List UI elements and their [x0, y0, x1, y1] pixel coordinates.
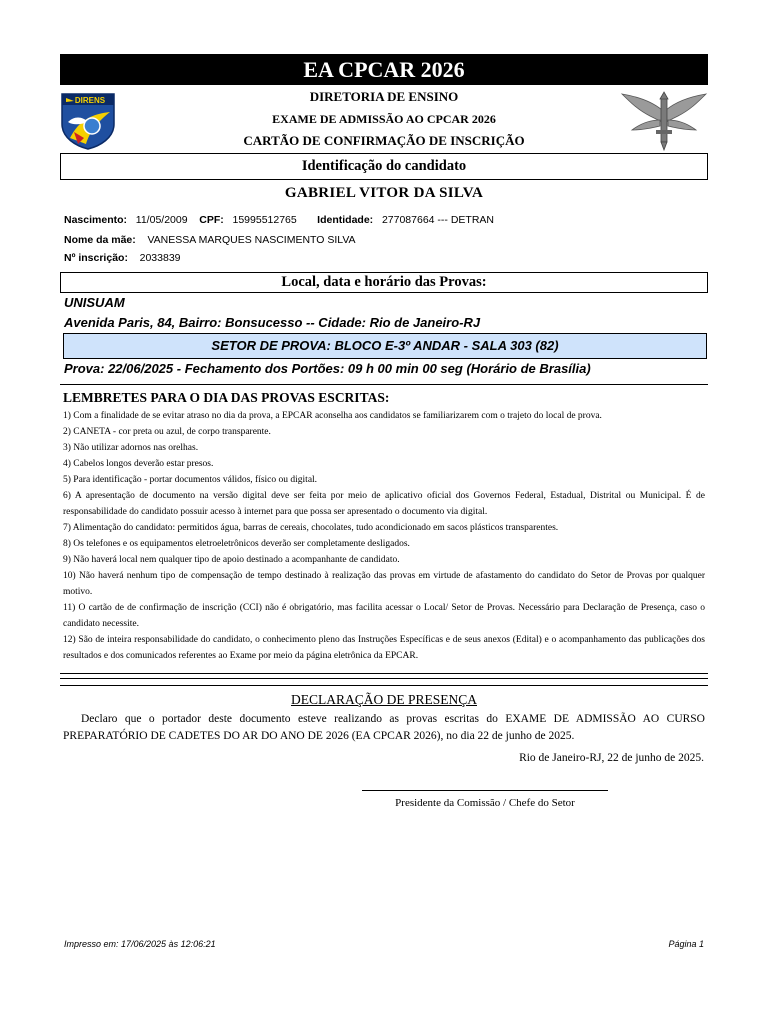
divider: [60, 678, 708, 679]
id-label: Identidade:: [317, 214, 374, 226]
institution-address: Avenida Paris, 84, Bairro: Bonsucesso -- Cidade: Rio de Janeiro-RJ: [64, 315, 481, 330]
header-line-2: EXAME DE ADMISSÃO AO CPCAR 2026: [272, 112, 496, 126]
svg-text:DIRENS: DIRENS: [74, 96, 106, 105]
reminder-item: 4) Cabelos longos deverão estar presos.: [63, 459, 214, 469]
reminder-item: 8) Os telefones e os equipamentos eletroeletrônicos deverão ser completamente desligados.: [63, 539, 410, 549]
divider: [60, 673, 708, 674]
birth-label: Nascimento:: [64, 214, 128, 226]
exam-date-info: Prova: 22/06/2025 - Fechamento dos Portões: 09 h 00 min 00 seg (Horário de Brasília): [64, 361, 591, 376]
reminders-list: [63, 408, 705, 664]
reminder-item: 10) Não haverá nenhum tipo de compensação de tempo destinado à realização das provas em virtude de afastamento do candidato do Setor de Provas por qualquer motivo.: [63, 571, 705, 597]
reminder-item: 3) Não utilizar adornos nas orelhas.: [63, 443, 199, 453]
document-title: EA CPCAR 2026: [60, 54, 708, 85]
reminder-item: 2) CANETA - cor preta ou azul, de corpo transparente.: [63, 427, 271, 437]
signature-label: Presidente da Comissão / Chefe do Setor: [395, 797, 575, 809]
page-number: Página 1: [668, 939, 704, 949]
reminder-item: 1) Com a finalidade de se evitar atraso no dia da prova, a EPCAR aconselha aos candidatos se familiarizarem com o trajeto do local de prova.: [63, 411, 602, 421]
reminder-item: 11) O cartão de de confirmação de inscrição (CCI) não é obrigatório, mas facilita acessar o Local/ Setor de Provas. Necessário para Declaração de Presença, caso o candidato necessite.: [63, 603, 705, 629]
registration-value: 2033839: [139, 252, 181, 264]
reminders-title: LEMBRETES PARA O DIA DAS PROVAS ESCRITAS:: [63, 390, 390, 405]
reminder-item: 7) Alimentação do candidato: permitidos água, barras de cereais, chocolates, tudo acondicionado em sacos plásticos transparentes.: [63, 523, 559, 533]
mother-label: Nome da mãe:: [64, 234, 136, 246]
institution-name: UNISUAM: [64, 295, 125, 310]
divider: [60, 685, 708, 686]
reminder-item: 5) Para identificação - portar documentos válidos, físico ou digital.: [63, 475, 318, 485]
reminder-item: 12) São de inteira responsabilidade do candidato, o conhecimento pleno das Instruções Específicas e de seus anexos (Edital) e o acompanhamento das publicações dos resultados e dos comunicados referentes ao Exame por meio da página eletrônica da EPCAR.: [63, 635, 705, 661]
header-line-3: CARTÃO DE CONFIRMAÇÃO DE INSCRIÇÃO: [243, 133, 525, 148]
id-value: 277087664 --- DETRAN: [381, 214, 495, 226]
birth-value: 11/05/2009: [135, 214, 188, 226]
declaration-title: DECLARAÇÃO DE PRESENÇA: [290, 692, 477, 707]
candidate-info-row-1: [64, 214, 494, 226]
registration-label: Nº inscrição:: [64, 252, 128, 264]
identification-section-title: Identificação do candidato: [60, 153, 708, 180]
signature-line: [362, 790, 608, 791]
header-line-1: DIRETORIA DE ENSINO: [309, 89, 459, 104]
cpf-label: CPF:: [199, 214, 224, 226]
cpf-value: 15995512765: [232, 214, 297, 226]
declaration-text: Declaro que o portador deste documento esteve realizando as provas escritas do EXAME DE ADMISSÃO AO CURSO PREPARATÓRIO DE CADETES DO AR DO ANO DE 2026 (EA CPCAR 2026), no dia 22 de junho de 2025.: [63, 713, 705, 742]
reminder-item: 9) Não haverá local nem qualquer tipo de apoio destinado a acompanhante de candidato.: [63, 555, 400, 565]
exam-sector: SETOR DE PROVA: BLOCO E-3º ANDAR - SALA 303 (82): [63, 333, 707, 359]
reminder-item: 6) A apresentação de documento na versão digital deve ser feita por meio de aplicativo oficial dos Governos Federal, Estadual, Distrital ou Municipal. É de responsabilidade do candidato possuir acesso à internet para que possa ser apresentado o documento via digital.: [63, 491, 705, 517]
divider: [60, 384, 708, 385]
exam-location-section-title: Local, data e horário das Provas:: [60, 272, 708, 293]
candidate-info-row-2: [64, 234, 356, 246]
candidate-name: GABRIEL VITOR DA SILVA: [284, 185, 484, 201]
mother-value: VANESSA MARQUES NASCIMENTO SILVA: [147, 234, 356, 246]
candidate-info-row-3: [64, 252, 181, 264]
printed-timestamp: Impresso em: 17/06/2025 às 12:06:21: [64, 939, 216, 949]
declaration-date: Rio de Janeiro-RJ, 22 de junho de 2025.: [519, 752, 704, 764]
